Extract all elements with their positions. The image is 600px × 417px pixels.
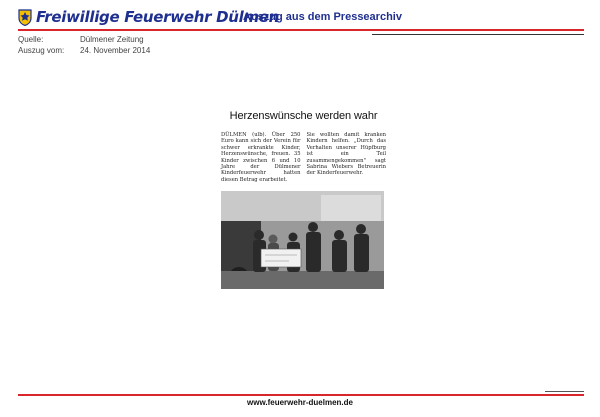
newspaper-clipping xyxy=(221,110,386,289)
article-columns xyxy=(221,132,386,183)
archive-title: Auszug aus dem Pressearchiv xyxy=(243,11,402,23)
source-value: Dülmener Zeitung xyxy=(80,35,144,44)
footer-website-link[interactable]: www.feuerwehr-duelmen.de xyxy=(247,398,353,407)
header-divider-black xyxy=(372,34,584,35)
article-column-2: Sie wollten damit kranken Kindern helfen. „Durch das Verhalten unserer Hüpfburg ist ein Teil zusammengekommen" sagt Sabrina Wiebers Betreuerin der Kinderfeuerwehr. xyxy=(306,132,386,177)
date-value: 24. November 2014 xyxy=(80,46,151,55)
group-photo-with-check-image xyxy=(221,191,384,289)
date-row xyxy=(18,45,150,56)
footer-divider-gray xyxy=(545,391,584,392)
photo-illustration xyxy=(221,191,384,289)
source-label: Quelle: xyxy=(18,35,44,44)
date-label: Auszug vom: xyxy=(18,46,65,55)
article-column-1: DÜLMEN (ulb). Über 250 Euro kann sich der Verein für schwer erkrankte Kinder, Herzenswünsche, freuen. 35 Kinder zwischen 6 und 10 Jahre der Dülmener Kinderfeuerwehr hatten diesen Betrag erarbeitet. xyxy=(221,132,301,183)
footer-divider-red xyxy=(18,394,584,396)
brand-name: Freiwillige Feuerwehr Dülmen xyxy=(36,8,280,26)
source-meta xyxy=(18,34,150,56)
source-row xyxy=(18,34,150,45)
fire-department-shield-icon xyxy=(18,9,32,26)
article-title: Herzenswünsche werden wahr xyxy=(229,110,378,122)
header-divider-red xyxy=(18,29,584,31)
